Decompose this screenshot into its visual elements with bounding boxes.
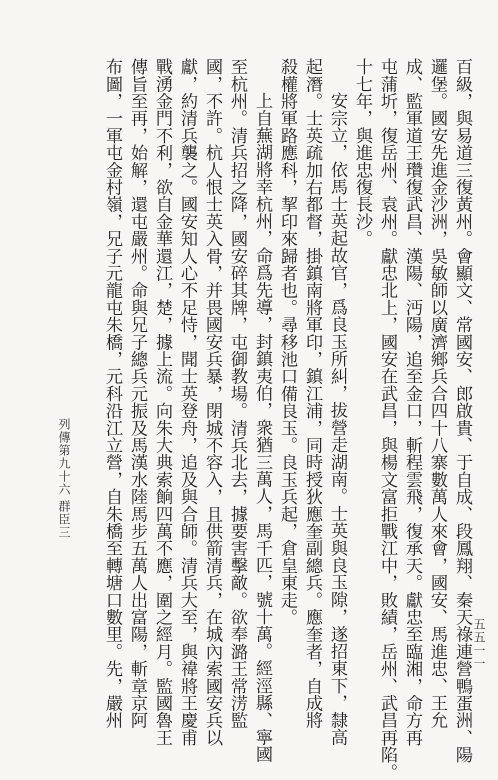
- text-column-13: 戰湧金門不利，欲自金華還江，楚，據上流。向朱大典索餉四萬不應，圍之經月。監國魯王: [152, 58, 172, 746]
- text-column-2: 邏堡。國安先進金沙洲，吳敏師以廣濟鄉兵合四十八寨數萬人來會，國安、馬進忠、王允: [427, 58, 447, 729]
- text-column-7: 起潛。士英疏加右都督，掛鎮南將軍印，鎮江浦，同時授狄應奎副總兵。應奎者，自成將: [302, 58, 322, 729]
- text-column-10: 至杭州。清兵招之降，國安碎其牌，屯御教場。清兵北去，據要害擊敵。欲奉潞王常淓監: [227, 58, 247, 729]
- text-column-1: 百級，與易道三復黃州。會顯文、常國安、郎啟貴、于自成、段鳳翔、秦天祿連營鴨蛋洲、陽: [452, 58, 472, 764]
- text-column-8: 殺權將軍路應科，挈印來歸者也。尋移池口備良玉。良玉兵起，倉皇東走。: [277, 58, 297, 626]
- text-column-11: 國，不許。杭人恨士英入骨，并畏國安兵暴，閉城不容入，且供箭清兵，在城內索國安兵以: [202, 58, 222, 746]
- page-number: 五五一一: [472, 618, 486, 670]
- running-head-chapter: 列傳第九十六: [57, 418, 71, 496]
- text-column-3: 成、監軍道王瓚復武昌、漢陽、沔陽，追至金口，斬程雲飛，復承天。獻忠至臨湘，命方再: [402, 58, 422, 746]
- running-head-section: 群臣三: [57, 500, 71, 539]
- text-column-9: 上自蕪湖將幸杭州，命爲先導，封鎮夷伯，衆猶三萬人，馬千匹，號十萬。經涇縣、寧國: [252, 92, 272, 763]
- text-column-6: 安宗立，依馬士英起故官，爲良玉所糾，拔營走湖南。士英與良玉隙，遂招東下，隸高: [327, 92, 347, 746]
- text-column-12: 獻，約清兵襲之。國安知人心不足恃，聞士英登舟，追及與合師。清兵大至，與禕將王慶甫: [177, 58, 197, 746]
- text-column-14: 傳旨至再，始解，還屯嚴州。命與兄子總兵元振及馬漢水陸馬步五萬人出富陽，斬章京阿: [127, 58, 147, 729]
- text-column-5: 十七年，與進忠復長沙。: [352, 58, 372, 248]
- text-column-15: 布圖，一軍屯金村嶺，兄子元龍屯朱橋，元科沿江立營，自朱橋至轉塘口數里。先，嚴州: [102, 58, 122, 729]
- text-column-4: 屯蒲圻，復岳州、袁州。獻忠北上，國安在武昌，與楊文富拒戰江中，敗績，岳州、武昌再陷。: [377, 58, 397, 780]
